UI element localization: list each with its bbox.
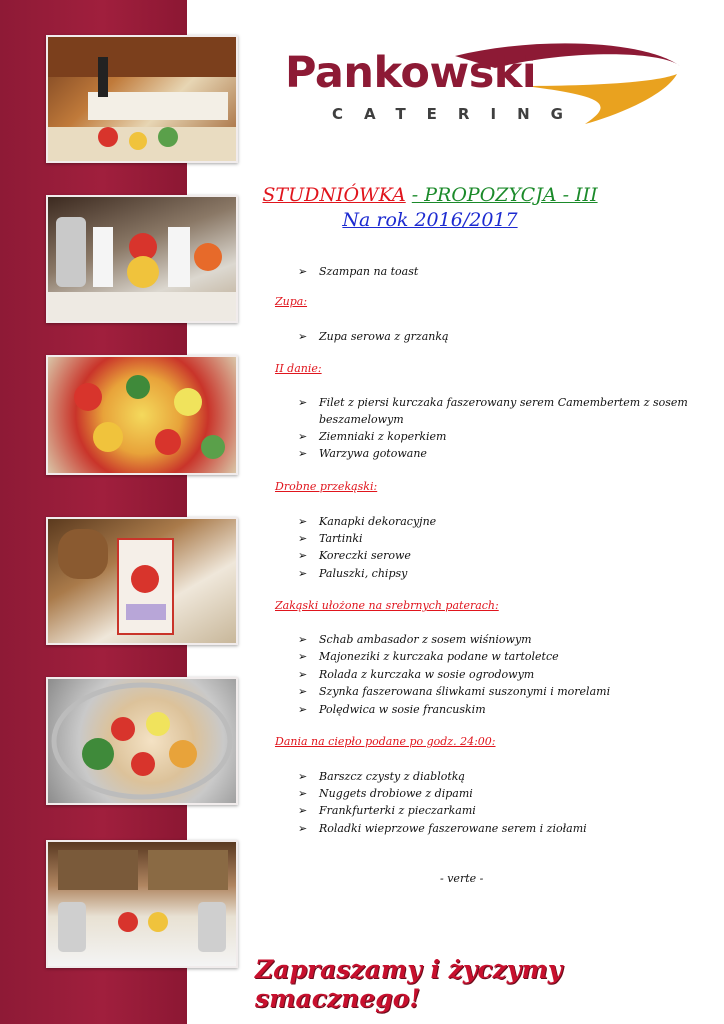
- menu-card-photo: [46, 517, 238, 645]
- arrowhead-bullet-icon: ➢: [298, 265, 308, 278]
- list-item: ➢ Frankfurterki z pieczarkami: [298, 804, 476, 817]
- arrowhead-bullet-icon: ➢: [298, 770, 308, 783]
- arrowhead-bullet-icon: ➢: [298, 804, 308, 817]
- arrowhead-bullet-icon: ➢: [298, 396, 308, 409]
- section-heading-soup: Zupa:: [275, 295, 308, 308]
- banquet-hall-photo: [46, 35, 238, 163]
- dessert-buffet-illustration: [48, 842, 236, 966]
- arrowhead-bullet-icon: ➢: [298, 430, 308, 443]
- arrowhead-bullet-icon: ➢: [298, 787, 308, 800]
- platter-illustration: [48, 679, 236, 803]
- verte-note: - verte -: [440, 872, 484, 885]
- canapes-illustration: [48, 357, 236, 473]
- logo-catering-text: CATERING: [332, 105, 584, 123]
- arrowhead-bullet-icon: ➢: [298, 447, 308, 460]
- platter-photo: [46, 677, 238, 805]
- arrowhead-bullet-icon: ➢: [298, 567, 308, 580]
- list-item: ➢ Warzywa gotowane: [298, 447, 427, 460]
- canapes-photo: [46, 355, 238, 475]
- section-heading-platters: Zakąski ułożone na srebrnych paterach:: [275, 599, 499, 612]
- arrowhead-bullet-icon: ➢: [298, 633, 308, 646]
- dessert-buffet-photo: [46, 840, 238, 968]
- arrowhead-bullet-icon: ➢: [298, 668, 308, 681]
- title-proposal: - PROPOZYCJA - III: [411, 184, 598, 206]
- arrowhead-bullet-icon: ➢: [298, 330, 308, 343]
- list-item: ➢ Tartinki: [298, 532, 363, 545]
- title-year: Na rok 2016/2017: [342, 209, 518, 231]
- list-item: ➢ Paluszki, chipsy: [298, 567, 408, 580]
- footer-slogan: Zapraszamy i życzymy smacznego!: [255, 955, 563, 1013]
- list-item: ➢ Roladki wieprzowe faszerowane serem i ziołami: [298, 822, 587, 835]
- list-item-toast: ➢ Szampan na toast: [298, 265, 419, 278]
- arrowhead-bullet-icon: ➢: [298, 515, 308, 528]
- arrowhead-bullet-icon: ➢: [298, 549, 308, 562]
- list-item: ➢ Zupa serowa z grzanką: [298, 330, 449, 343]
- list-item: ➢ Kanapki dekoracyjne: [298, 515, 437, 528]
- banquet-hall-illustration: [48, 37, 236, 161]
- buffet-photo: [46, 195, 238, 323]
- section-heading-second-course: II danie:: [275, 362, 322, 375]
- title-main: STUDNIÓWKA: [262, 184, 406, 206]
- arrowhead-bullet-icon: ➢: [298, 822, 308, 835]
- arrowhead-bullet-icon: ➢: [298, 532, 308, 545]
- section-heading-hot-dishes: Dania na ciepło podane po godz. 24:00:: [275, 735, 496, 748]
- list-item: ➢ Filet z piersi kurczaka faszerowany serem Camembertem z sosem beszamelowym: [298, 396, 688, 426]
- list-item: ➢ Majonezikі z kurczaka podane w tartoletce: [298, 650, 559, 663]
- list-item: ➢ Koreczki serowe: [298, 549, 411, 562]
- logo-brand-name: Pankowski: [285, 48, 537, 98]
- arrowhead-bullet-icon: ➢: [298, 703, 308, 716]
- list-item: ➢ Schab ambasador z sosem wiśniowym: [298, 633, 532, 646]
- list-item: ➢ Rolada z kurczaka w sosie ogrodowym: [298, 668, 535, 681]
- list-item: ➢ Barszcz czysty z diablotką: [298, 770, 465, 783]
- section-heading-snacks: Drobne przekąski:: [275, 480, 378, 493]
- buffet-illustration: [48, 197, 236, 321]
- page-title: [250, 182, 610, 208]
- arrowhead-bullet-icon: ➢: [298, 650, 308, 663]
- pankowski-logo: [285, 38, 685, 138]
- list-item: ➢ Szynka faszerowana śliwkami suszonymi i morelami: [298, 685, 611, 698]
- list-item: ➢ Nuggets drobiowe z dipami: [298, 787, 473, 800]
- menu-card-illustration: [48, 519, 236, 643]
- list-item: ➢ Ziemniaki z koperkiem: [298, 430, 447, 443]
- list-item: ➢ Polędwica w sosie francuskim: [298, 703, 486, 716]
- arrowhead-bullet-icon: ➢: [298, 685, 308, 698]
